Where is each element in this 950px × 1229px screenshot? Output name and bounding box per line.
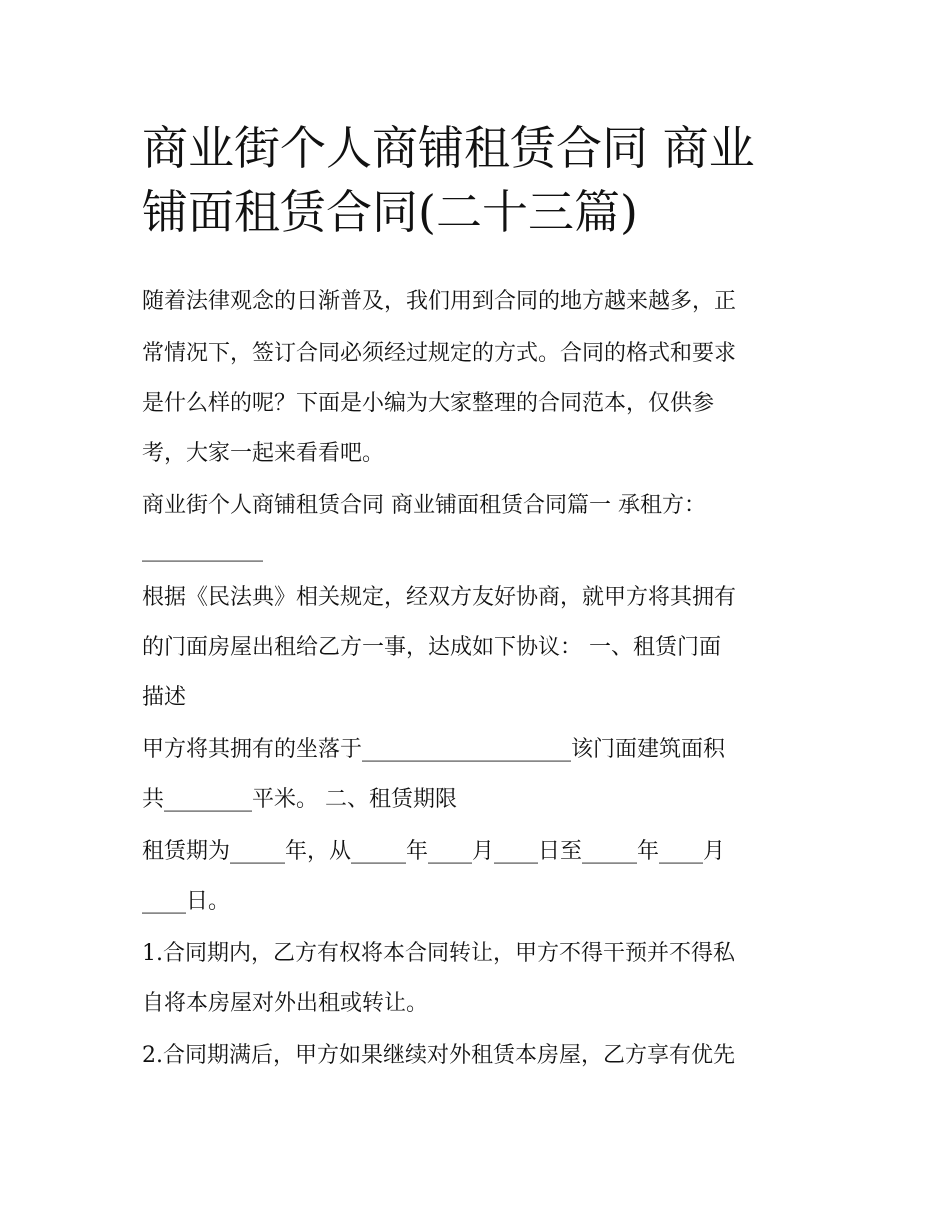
title-line-2: 铺面租赁合同(二十三篇)	[142, 185, 638, 239]
paragraph-line-10: 租赁期为_____年，从_____年____月____日至_____年____月	[142, 839, 726, 864]
lessee-blank-line: ___________	[142, 537, 263, 562]
clause-1-line-2: 自将本房屋对外出租或转让。	[142, 991, 429, 1016]
contract-heading-line: 商业街个人商铺租赁合同 商业铺面租赁合同篇一 承租方：	[142, 493, 706, 518]
clause-1-line-1: 1.合同期内，乙方有权将本合同转让，甲方不得干预并不得私	[142, 941, 735, 966]
paragraph-line-2: 常情况下，签订合同必须经过规定的方式。合同的格式和要求	[142, 341, 737, 366]
paragraph-line-6: 的门面房屋出租给乙方一事，达成如下协议： 一、租赁门面	[142, 635, 721, 660]
paragraph-line-8: 甲方将其拥有的坐落于___________________该门面建筑面积	[142, 737, 726, 762]
paragraph-line-11: ____日。	[142, 889, 231, 914]
paragraph-line-9: 共________平米。 二、租赁期限	[142, 787, 457, 812]
document-title	[142, 116, 822, 244]
paragraph-line-1: 随着法律观念的日渐普及，我们用到合同的地方越来越多，正	[142, 289, 737, 314]
paragraph-line-7: 描述	[142, 685, 187, 710]
paragraph-line-5: 根据《民法典》相关规定，经双方友好协商，就甲方将其拥有	[142, 585, 737, 610]
paragraph-line-4: 考，大家一起来看看吧。	[142, 441, 385, 466]
title-line-1: 商业街个人商铺租赁合同 商业	[142, 121, 755, 175]
paragraph-line-3: 是什么样的呢？下面是小编为大家整理的合同范本，仅供参	[142, 391, 715, 416]
clause-2-line-1: 2.合同期满后，甲方如果继续对外租赁本房屋，乙方享有优先	[142, 1043, 735, 1068]
